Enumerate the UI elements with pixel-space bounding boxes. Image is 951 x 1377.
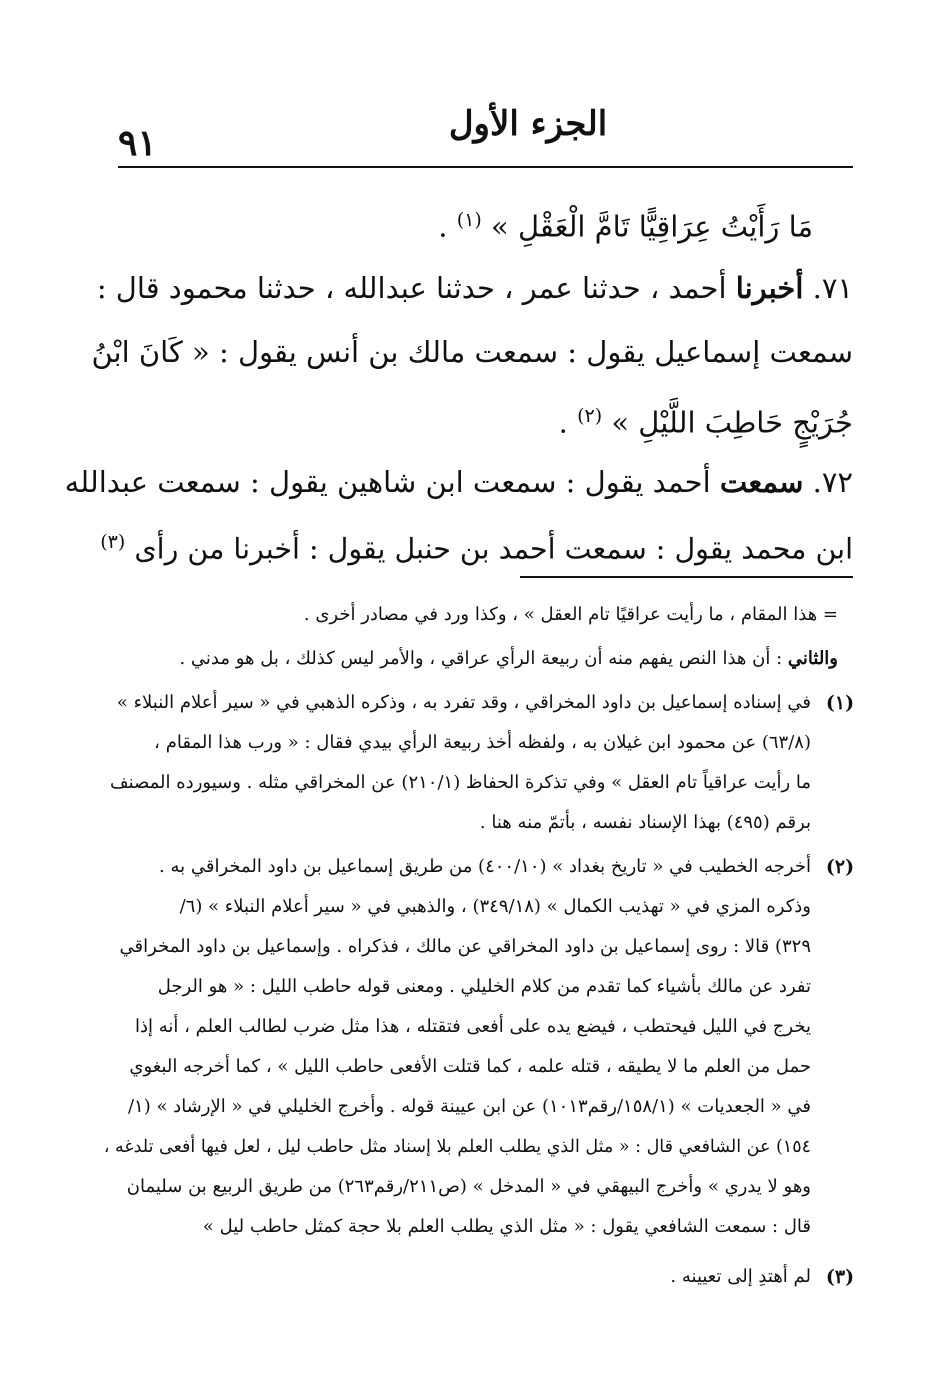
text-line-1: [438, 200, 813, 247]
hadith-72-number: ٧٢.: [812, 465, 853, 499]
hadith-72-text: أحمد يقول : سمعت ابن شاهين يقول : سمعت عبدالله: [64, 465, 711, 499]
footnote-2-line: وذكره المزي في « تهذيب الكمال » (٣٤٩/١٨) ، والذهبي في « سير أعلام النبلاء » (٦/: [179, 896, 811, 917]
line-4-text: جُرَيْجٍ حَاطِبَ اللَّيْلِ »: [611, 405, 853, 440]
footnote-3-number: (٣): [825, 1266, 855, 1288]
hadith-71: [96, 268, 853, 308]
footnote-3-text: لم أهتدِ إلى تعيينه .: [670, 1266, 811, 1287]
footnote-2-line: تفرد عن مالك بأشياء كما تقدم من كلام الخليلي . ومعنى قوله حاطب الليل : « هو الرجل: [157, 976, 811, 997]
hadith-72-lead: سمعت: [719, 465, 804, 499]
line-4-end: .: [558, 405, 568, 440]
footnote-ref-3: (٣): [100, 531, 126, 553]
footnote-2-line: حمل من العلم ما لا يطيقه ، قتله علمه ، كما قتلت الأفعى حاطب الليل » ، كما أخرجه البغوي: [129, 1056, 811, 1077]
hadith-71-text: أحمد ، حدثنا عمر ، حدثنا عبدالله ، حدثنا محمود قال :: [96, 271, 727, 305]
footnote-continuation-1: = هذا المقام ، ما رأيت عراقيًا تام العقل » ، وكذا ورد في مصادر أخرى .: [303, 604, 838, 625]
footnote-2-number: (٢): [825, 856, 855, 878]
footnote-2-line: قال : سمعت الشافعي يقول : « مثل الذي يطلب العلم بلا حجة كمثل حاطب ليل »: [202, 1216, 811, 1237]
text-line-3: سمعت إسماعيل يقول : سمعت مالك بن أنس يقول : « كَانَ ابْنُ: [91, 335, 853, 369]
footnote-ref-2: (٢): [577, 405, 603, 427]
hadith-71-lead: أخبرنا: [735, 271, 804, 305]
footnote-2-line: يخرج في الليل فيحتطب ، فيضع يده على أفعى فتقتله ، هذا مثل ضرب لطالب العلم ، أنه إذا: [134, 1016, 811, 1037]
header-rule: [118, 166, 853, 168]
footnote-1-line: ما رأيت عراقياً تام العقل » وفي تذكرة الحفاظ (٢١٠/١) عن المخراقي مثله . وسيورده المصنف: [109, 772, 811, 793]
footnote-1-line: (٦٣/٨) عن محمود ابن غيلان به ، ولفظه أخذ ربيعة الرأي بيدي فقال : « ورب هذا المقام ،: [154, 732, 811, 753]
text-line-6: [100, 522, 853, 570]
footnote-continuation-2: [179, 644, 838, 674]
footnote-2-line: ١٥٤) عن الشافعي قال : « مثل الذي يطلب العلم بلا إسناد مثل حاطب ليل ، لعل فيها أفعى تلدغه ،: [103, 1137, 811, 1157]
running-head: الجزء الأول: [448, 104, 608, 144]
footnote-continuation-2-lead: والثاني: [787, 648, 838, 669]
hadith-71-number: ٧١.: [812, 271, 853, 305]
hadith-72: [64, 462, 853, 502]
text-line-4: [559, 396, 853, 443]
footnote-2-line: أخرجه الخطيب في « تاريخ بغداد » (٤٠٠/١٠) من طريق إسماعيل بن داود المخراقي به .: [159, 856, 811, 877]
page-header: [118, 100, 853, 166]
footnote-1-line: في إسناده إسماعيل بن داود المخراقي ، وقد تفرد به ، وذكره الذهبي في « سير أعلام النبلاء »: [116, 692, 811, 713]
footnote-ref-1: (١): [456, 209, 482, 231]
footnote-1-line: برقم (٤٩٥) بهذا الإسناد نفسه ، بأتمّ منه هنا .: [479, 812, 811, 833]
page-number: ٩١: [118, 122, 157, 164]
footnote-2-line: وهو لا يدري » وأخرج البيهقي في « المدخل » (ص٢١١/رقم٢٦٣) من طريق الربيع بن سليمان: [126, 1176, 811, 1197]
footnote-2-line: في « الجعديات » (١٥٨/١/رقم١٠١٣) عن ابن عيينة قوله . وأخرج الخليلي في « الإرشاد » (١/: [127, 1096, 811, 1117]
line-6-text: ابن محمد يقول : سمعت أحمد بن حنبل يقول : أخبرنا من رأى: [134, 532, 853, 566]
footnote-rule: [520, 576, 853, 578]
footnote-continuation-2-text: : أن هذا النص يفهم منه أن ربيعة الرأي عراقي ، والأمر ليس كذلك ، بل هو مدني .: [179, 648, 783, 669]
line-1-text: مَا رَأَيْتُ عِرَاقِيًّا تَامَّ الْعَقْلِ »: [490, 209, 813, 244]
footnote-1-number: (١): [825, 692, 855, 714]
footnote-2-line: ٣٢٩) قالا : روى إسماعيل بن داود المخراقي عن مالك ، فذكراه . وإسماعيل بن داود المخراقي: [119, 936, 811, 957]
line-1-end: .: [438, 209, 448, 244]
